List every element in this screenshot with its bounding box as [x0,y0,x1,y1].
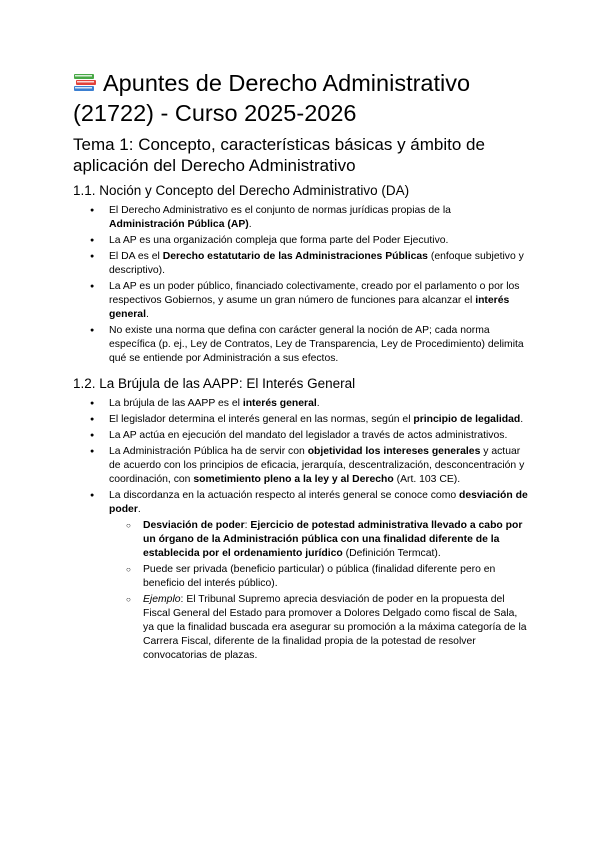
bullet-item: ● El Derecho Administrativo es el conjunto de normas jurídicas propias de la Administración Pública (AP). [73,204,528,232]
document-title-text: Apuntes de Derecho Administrativo (21722) - Curso 2025-2026 [73,70,471,126]
bullet-item: ● La brújula de las AAPP es el interés general. [73,397,528,411]
tema-heading: Tema 1: Concepto, características básicas y ámbito de aplicación del Derecho Administrativo [73,135,485,175]
bullet-item: ● La Administración Pública ha de servir con objetividad los intereses generales y actuar de acuerdo con los principios de eficacia, jerarquía, descentralización, desconcentración y coordinación, con sometimiento pleno a la ley y al Derecho (Art. 103 CE). [73,445,528,487]
bullet-item: ● El legislador determina el interés general en las normas, según el principio de legalidad. [73,413,528,427]
section-1-1-list [73,204,528,366]
bullet-item: ● La AP es una organización compleja que forma parte del Poder Ejecutivo. [73,234,528,248]
bullet-item: ● La AP es un poder público, financiado colectivamente, creado por el parlamento o por los respectivos Gobiernos, y asume un gran número de funciones para alcanzar el interés general. [73,280,528,322]
sub-bullet-list [109,519,528,663]
section-heading-1-1: 1.1. Noción y Concepto del Derecho Administrativo (DA) [73,183,410,198]
sub-bullet-item: ○ Puede ser privada (beneficio particular) o pública (finalidad diferente pero en beneficio del interés público). [73,563,528,591]
bullet-item: ● No existe una norma que defina con carácter general la noción de AP; cada norma específica (p. ej., Ley de Contratos, Ley de Transparencia, Ley de Procedimiento) delimita qué se entiende por Administración a sus efectos. [73,324,528,366]
bullet-item: ● La AP actúa en ejecución del mandato del legislador a través de actos administrativos. [73,429,528,443]
section-1-2-list [73,397,528,663]
sub-bullet-item: ○ Desviación de poder: Ejercicio de potestad administrativa llevado a cabo por un órgano de la Administración pública con una finalidad diferente de la establecida por el ordenamiento jurídico (Definición Termcat). [73,519,528,561]
document-title [73,68,528,128]
sub-bullet-item: ○ Ejemplo: El Tribunal Supremo aprecia desviación de poder en la propuesta del Fiscal General del Estado para promover a Dolores Delgado como fiscal de Sala, ya que la finalidad buscada era asegurar su promoción a la máxima categoría de la Carrera Fiscal, diferente de la finalidad propia de la potestad de resolver convocatorias de plazas. [73,593,528,663]
bullet-item: ● La discordanza en la actuación respecto al interés general se conoce como desviación de poder. ○ Desviación de poder: Ejercicio de potestad administrativa llevado a cabo por un órgano de la Administración pública con una finalidad diferente de la establecida por el ordenamiento jurídico (Definición Termcat). ○ Puede ser privada (beneficio particular) o pública (finalidad diferente pero en beneficio del interés público). ○ Ejemplo: El Tribunal Supremo aprecia desviación de poder en la propuesta del Fiscal General del Estado para promover a Dolores Delgado como fiscal de Sala, ya que la finalidad buscada era asegurar su promoción a la máxima categoría de la Carrera Fiscal, diferente de la finalidad propia de la potestad de resolver convocatorias de plazas. [73,489,528,663]
books-icon [73,70,97,92]
section-heading-1-2: 1.2. La Brújula de las AAPP: El Interés General [73,376,356,391]
bullet-item: ● El DA es el Derecho estatutario de las Administraciones Públicas (enfoque subjetivo y descriptivo). [73,250,528,278]
document-page [73,68,528,665]
